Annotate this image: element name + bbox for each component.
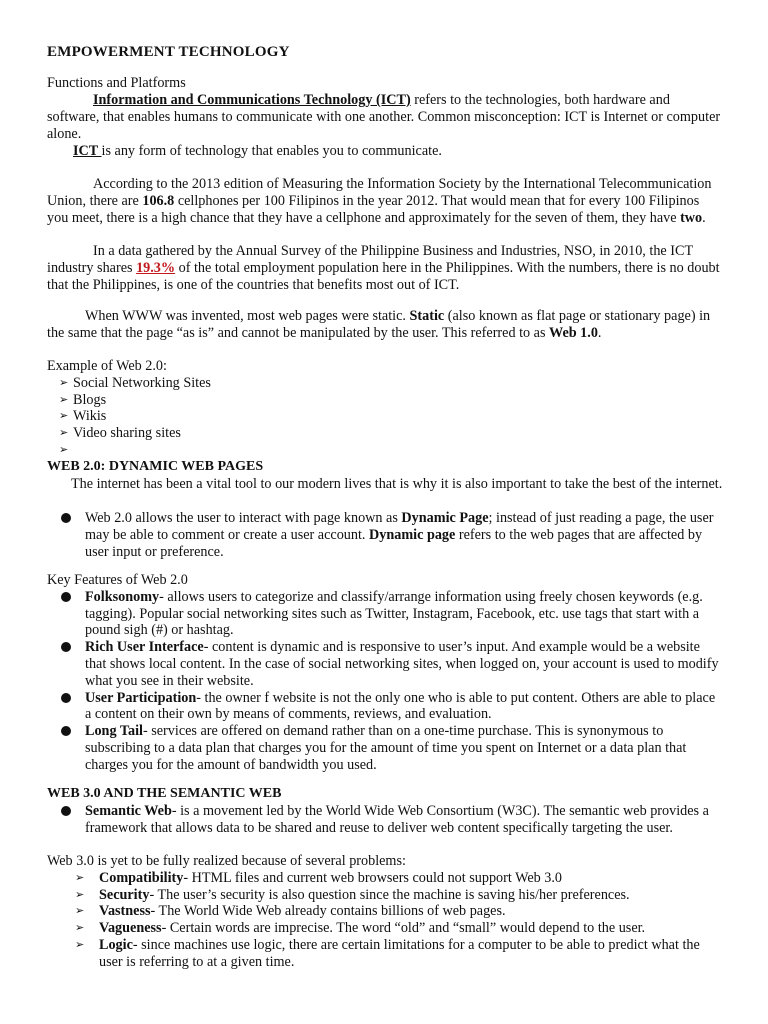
document-title: EMPOWERMENT TECHNOLOGY: [47, 44, 290, 60]
www-text-a: When WWW was invented, most web pages were static.: [85, 308, 410, 324]
list-item: [47, 589, 723, 639]
arrow-bullet-icon: ➢: [59, 427, 69, 440]
arrow-bullet-icon: ➢: [75, 938, 85, 951]
dot-bullet-icon: [61, 592, 71, 602]
problem-text: - Certain words are imprecise. The word “old” and “small” would depend to the user.: [161, 920, 646, 937]
measuring-text-b: cellphones per 100 Filipinos in the year 2012. That would mean that for every 100 Filipinos you meet, there is a high chance that they have a cellphone and approximately for the seven of them, they have: [47, 192, 700, 226]
dot-bullet-icon: [61, 726, 71, 736]
key-features-heading: Key Features of Web 2.0: [47, 572, 188, 588]
dynamic-page-term: Dynamic Page: [401, 510, 489, 526]
feature-text: - content is dynamic and is responsive to user’s input. And example would be a website that shows local content. In the case of social networking sites, when logged on, your account is used to modify what you see in their website.: [85, 639, 719, 689]
list-item: [47, 408, 723, 425]
list-item: [47, 803, 723, 837]
web2-bullet-list: [47, 510, 723, 560]
web2-heading: WEB 2.0: DYNAMIC WEB PAGES: [47, 459, 264, 474]
feature-term: User Participation: [85, 689, 197, 706]
example-label: Social Networking Sites: [73, 374, 211, 391]
feature-term: Folksonomy: [85, 588, 160, 605]
dynamic-page-term-2: Dynamic page: [369, 526, 456, 543]
static-term: Static: [409, 308, 445, 324]
measuring-text-a: According to the 2013 edition of Measuring the Information Society by the International Telecommunication Union, there are: [47, 176, 712, 209]
key-features-section: [47, 572, 723, 774]
employment-share: 19.3%: [136, 259, 176, 276]
problem-term: Vagueness: [99, 920, 162, 937]
problem-term: Compatibility: [99, 869, 184, 886]
cellphone-count: 106.8: [142, 192, 175, 209]
list-item: [47, 920, 723, 937]
two-word: two: [680, 209, 703, 226]
www-text-b: (also known as flat page or stationary page) in the same that the page “as is” and cannot be manipulated by the user. This referred to as: [47, 308, 711, 341]
list-item: [47, 937, 723, 971]
problem-text: - HTML files and current web browsers could not support Web 3.0: [183, 869, 563, 886]
dot-bullet-icon: [61, 693, 71, 703]
ict-definition-text: refers to the technologies, both hardware and software, that enables humans to communicate with one another. Common misconception: ICT is Internet or computer alone.: [47, 92, 721, 142]
arrow-bullet-icon: ➢: [59, 376, 69, 389]
survey-text-a: In a data gathered by the Annual Survey of the Philippine Business and Industries, NSO, in 2010, the ICT industry shares: [47, 243, 693, 276]
web1-term: Web 1.0: [549, 324, 598, 341]
semantic-text: - is a movement led by the World Wide Web Consortium (W3C). The semantic web provides a framework that allows data to be shared and reuse to deliver web content specifically targeting the user.: [85, 803, 709, 836]
web2-intro: [47, 476, 723, 493]
arrow-bullet-icon: ➢: [59, 443, 69, 456]
arrow-bullet-icon: ➢: [75, 922, 85, 935]
example-label: Video sharing sites: [73, 425, 181, 442]
ict-definition-paragraph: [47, 92, 723, 142]
problems-heading: Web 3.0 is yet to be fully realized because of several problems:: [47, 853, 406, 869]
problem-term: Security: [99, 886, 150, 903]
ict-short-text: is any form of technology that enables you to communicate.: [101, 143, 442, 159]
web2-bullet-c: refers to the web pages that are affected by user input or preference.: [85, 526, 703, 560]
arrow-bullet-icon: ➢: [75, 888, 85, 901]
semantic-list: [47, 803, 723, 837]
arrow-bullet-icon: ➢: [75, 871, 85, 884]
arrow-bullet-icon: ➢: [75, 905, 85, 918]
examples-heading: Example of Web 2.0:: [47, 358, 167, 374]
subtitle: Functions and Platforms: [47, 75, 186, 91]
measuring-text-c: .: [702, 209, 706, 226]
web2-bullet-b: ; instead of just reading a page, the user may be able to comment or create a user account.: [85, 510, 714, 543]
problem-text: - since machines use logic, there are certain limitations for a computer to be able to predict what the user is referring to at a given time.: [99, 936, 700, 970]
example-label: Blogs: [73, 391, 107, 408]
web2-bullet-a: Web 2.0 allows the user to interact with page known as: [85, 510, 402, 526]
example-label: Wikis: [73, 408, 107, 425]
www-paragraph: [47, 308, 723, 342]
feature-text: - allows users to categorize and classify/arrange information using freely chosen keywords (e.g. tagging). Popular social networking sites such as Twitter, Instagram, Facebook, etc. use tags that start with a pound sigh (#) or hashtag.: [85, 588, 703, 639]
feature-text: - services are offered on demand rather than on a one-time purchase. This is synonymous to subscribing to a data plan that charges you for the amount of time you spent on Internet or a data plan that charges you for the amount of bandwidth you used.: [85, 723, 687, 773]
www-text-c: .: [597, 324, 602, 341]
dot-bullet-icon: [61, 806, 71, 816]
examples-list: [47, 375, 723, 459]
list-item: [47, 870, 723, 887]
list-item: [47, 887, 723, 904]
ict-short-paragraph: [47, 143, 723, 160]
problem-term: Logic: [99, 936, 133, 953]
ict-term: Information and Communications Technology (ICT): [93, 92, 411, 108]
list-item: [47, 639, 723, 689]
list-item: [47, 510, 723, 560]
feature-term: Long Tail: [85, 723, 143, 740]
key-features-list: [47, 589, 723, 774]
list-item: [47, 442, 723, 459]
list-item: [47, 375, 723, 392]
list-item: [47, 723, 723, 773]
survey-paragraph: [47, 243, 723, 293]
problems-section: [47, 853, 723, 971]
problems-list: [47, 870, 723, 971]
semantic-section: [47, 803, 723, 837]
problem-text: - The World Wide Web already contains billions of web pages.: [150, 903, 506, 920]
web3-heading: WEB 3.0 AND THE SEMANTIC WEB: [47, 786, 282, 801]
semantic-term: Semantic Web: [85, 803, 172, 819]
list-item: [47, 425, 723, 442]
list-item: [47, 903, 723, 920]
web2-bullet-section: [47, 510, 723, 560]
list-item: [47, 392, 723, 409]
arrow-bullet-icon: ➢: [59, 410, 69, 423]
examples-section: [47, 358, 723, 459]
dot-bullet-icon: [61, 513, 71, 523]
problem-term: Vastness: [99, 903, 151, 920]
arrow-bullet-icon: ➢: [59, 393, 69, 406]
measuring-paragraph: [47, 176, 723, 226]
web2-intro-text: The internet has been a vital tool to our modern lives that is why it is also important to take the best of the internet.: [71, 476, 723, 492]
feature-text: - the owner f website is not the only one who is able to put content. Others are able to place a content on their own by means of comments, reviews, and evaluation.: [85, 689, 716, 723]
survey-text-b: of the total employment population here in the Philippines. With the numbers, there is no doubt that the Philippines, is one of the countries that benefits most out of ICT.: [47, 259, 720, 293]
ict-short-term: ICT: [73, 143, 102, 159]
feature-term: Rich User Interface: [85, 639, 204, 656]
dot-bullet-icon: [61, 642, 71, 652]
problem-text: - The user’s security is also question since the machine is saving his/her preferences.: [149, 886, 630, 903]
list-item: [47, 690, 723, 724]
